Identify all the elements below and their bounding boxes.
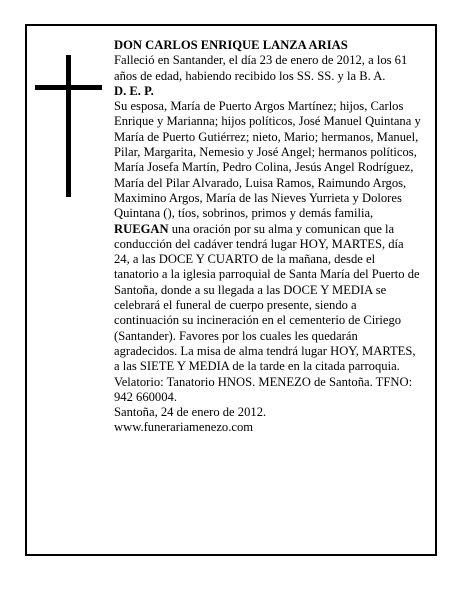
place-date: Santoña, 24 de enero de 2012. bbox=[114, 405, 267, 420]
request-paragraph bbox=[114, 222, 422, 406]
family-list: Su esposa, María de Puerto Argos Martínez; hijos, Carlos Enrique y Marianna; hijos políticos, José Manuel Quintana y María de Puerto Gutiérrez; nieto, Mario; hermanos, Manuel, Pilar, Margarita, Nemesio y José Angel; hermanos políticos, María Josefa Martín, Pedro Colina, Jesús Angel Rodríguez, María del Pilar Alvarado, Luisa Ramos, Raimundo Argos, Maximino Argos, María de las Nieves Yurrieta y Dolores Quintana (), tíos, sobrinos, primos y demás familia, bbox=[114, 99, 421, 221]
rest-in-peace: D. E. P. bbox=[114, 83, 154, 98]
cross-horizontal-bar bbox=[35, 85, 102, 90]
request-label: RUEGAN bbox=[114, 221, 169, 236]
funeral-home-website: www.funerariamenezo.com bbox=[114, 420, 254, 435]
death-info: Falleció en Santander, el día 23 de enero de 2012, a los 61 años de edad, habiendo recibido los SS. SS. y la B. A. bbox=[114, 53, 408, 83]
cross-vertical-bar bbox=[66, 55, 71, 197]
deceased-name: DON CARLOS ENRIQUE LANZA ARIAS bbox=[114, 38, 348, 52]
obituary-text bbox=[114, 38, 422, 436]
request-text: una oración por su alma y comunican que la conducción del cadáver tendrá lugar HOY, MARTES, día 24, a las DOCE Y CUARTO de la mañana, desde el tanatorio a la iglesia parroquial de Santa María del Puerto de Santoña, donde a su llegada a las DOCE Y MEDIA se celebrará el funeral de cuerpo presente, siendo a continuación su incineración en el cementerio de Ciriego (Santander). Favores por los cuales les quedarán agradecidos. La misa de alma tendrá lugar HOY, MARTES, a las SIETE Y MEDIA de la tarde en la citada parroquia. Velatorio: Tanatorio HNOS. MENEZO de Santoña. TFNO: 942 660004. bbox=[114, 221, 420, 404]
